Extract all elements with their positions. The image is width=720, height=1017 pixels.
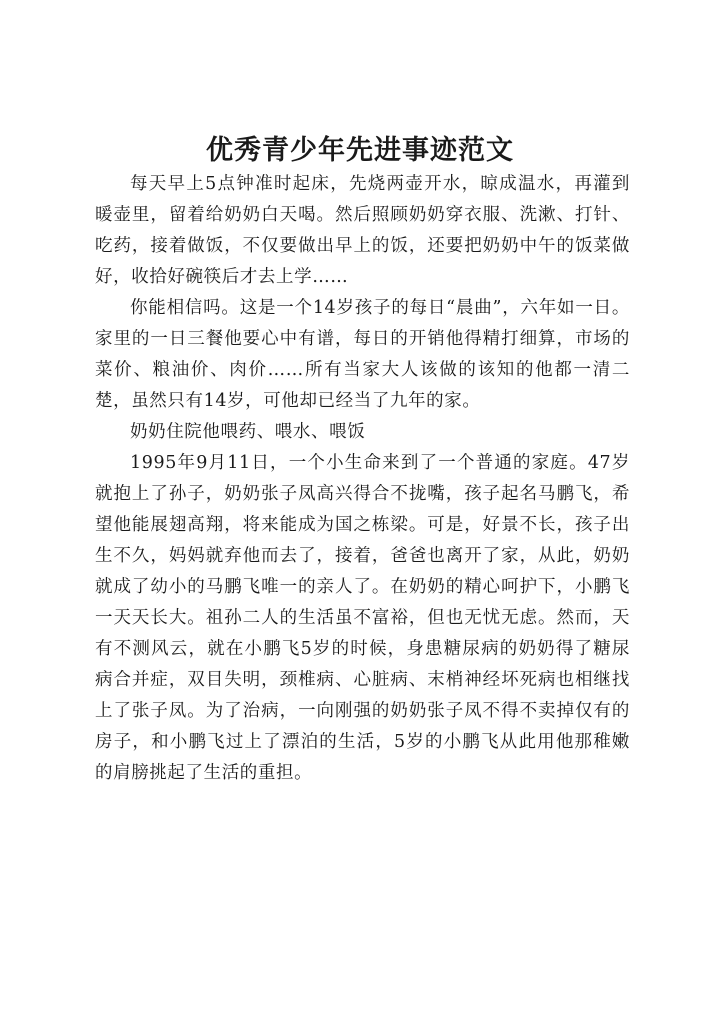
document-title: 优秀青少年先进事迹范文 — [206, 135, 514, 166]
paragraph-background-story: 1995年9月11日，一个小生命来到了一个普通的家庭。47岁就抱上了孙子，奶奶张子凤高兴得合不拢嘴，孩子起名马鹏飞，希望他能展翅高翔，将来能成为国之栋梁。可是，好景不长，孩子出生不久，妈妈就弃他而去了，接着，爸爸也离开了家，从此，奶奶就成了幼小的马鹏飞唯一的亲人了。在奶奶的精心呵护下，小鹏飞一天天长大。祖孙二人的生活虽不富裕，但也无忧无虑。然而，天有不测风云，就在小鹏飞5岁的时候，身患糖尿病的奶奶得了糖尿病合并症，双目失明，颈椎病、心脏病、末梢神经坏死病也相继找上了张子凤。为了治病，一向刚强的奶奶张子凤不得不卖掉仅有的房子，和小鹏飞过上了漂泊的生活，5岁的小鹏飞从此用他那稚嫩的肩膀挑起了生活的重担。 — [95, 453, 630, 783]
paragraph-morning-routine: 每天早上5点钟准时起床，先烧两壶开水，晾成温水，再灌到暖壶里，留着给奶奶白天喝。然后照顾奶奶穿衣服、洗漱、打针、吃药，接着做饭，不仅要做出早上的饭，还要把奶奶中午的饭菜做好，收拾好碗筷后才去上学…… — [95, 174, 630, 287]
document-body — [95, 169, 630, 789]
paragraph-subheading: 奶奶住院他喂药、喂水、喂饭 — [130, 422, 366, 442]
paragraph-daily-life: 你能相信吗。这是一个14岁孩子的每日“晨曲”，六年如一日。家里的一日三餐他要心中有谱，每日的开销他得精打细算，市场的菜价、粮油价、肉价……所有当家大人该做的该知的他都一清二楚，虽然只有14岁，可他却已经当了九年的家。 — [95, 298, 630, 411]
